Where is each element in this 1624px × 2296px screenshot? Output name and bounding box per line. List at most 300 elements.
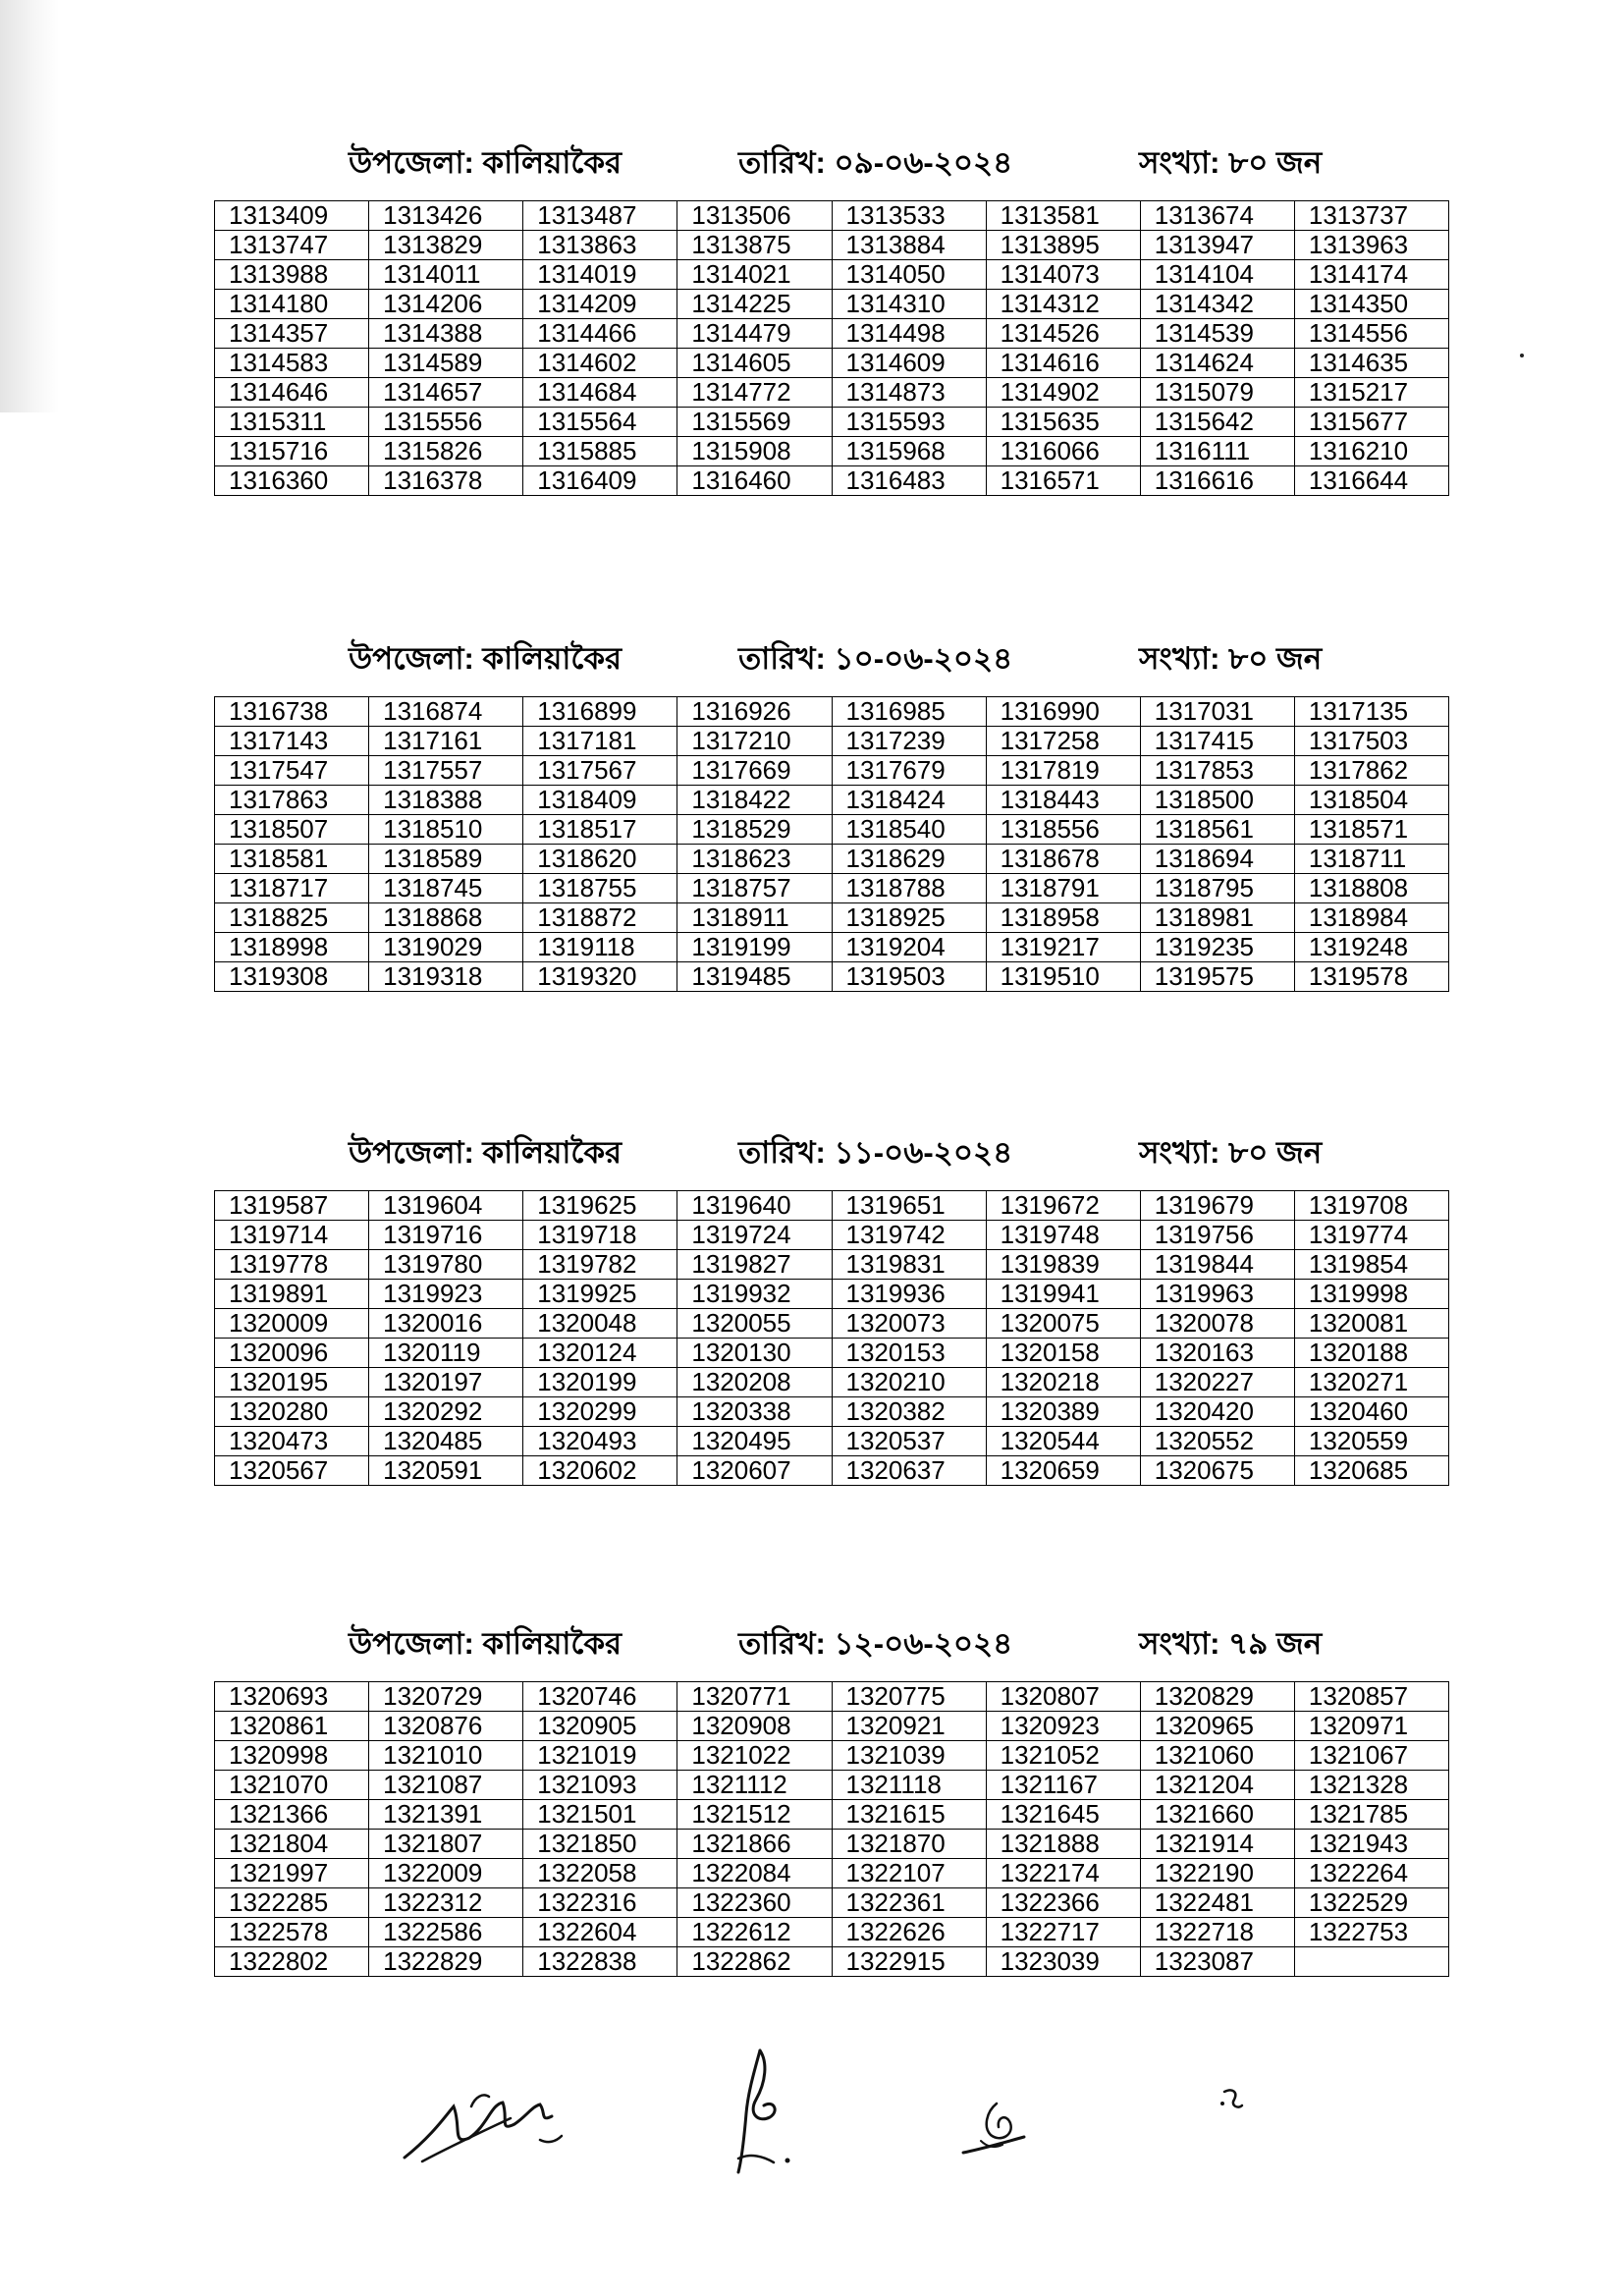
roll-number-cell: 1314602 xyxy=(523,349,677,378)
roll-number-cell: 1322058 xyxy=(523,1859,677,1888)
table-row xyxy=(215,408,1449,437)
date-heading xyxy=(738,1129,1012,1178)
roll-number-cell: 1319936 xyxy=(832,1280,986,1309)
roll-number-cell: 1313963 xyxy=(1294,231,1448,260)
roll-number-cell: 1321167 xyxy=(986,1771,1140,1800)
table-row xyxy=(215,1191,1449,1221)
roll-number-cell: 1320729 xyxy=(369,1682,523,1712)
roll-number-cell: 1316360 xyxy=(215,466,369,496)
roll-number-cell: 1316460 xyxy=(677,466,832,496)
roll-number-cell: 1321052 xyxy=(986,1741,1140,1771)
roll-number-cell: 1320495 xyxy=(677,1427,832,1456)
roll-number-cell: 1319640 xyxy=(677,1191,832,1221)
roll-number-cell: 1323039 xyxy=(986,1947,1140,1977)
date-heading-label: তারিখ: xyxy=(738,1135,826,1170)
roll-number-cell: 1320199 xyxy=(523,1368,677,1397)
roll-number-cell: 1314526 xyxy=(986,319,1140,349)
roll-number-cell: 1315569 xyxy=(677,408,832,437)
roll-number-cell: 1313487 xyxy=(523,201,677,231)
roll-number-cell: 1314206 xyxy=(369,290,523,319)
table-row xyxy=(215,845,1449,874)
roll-number-cell: 1317503 xyxy=(1294,727,1448,756)
table-row xyxy=(215,933,1449,962)
roll-number-cell: 1319932 xyxy=(677,1280,832,1309)
roll-number-cell: 1321328 xyxy=(1294,1771,1448,1800)
roll-number-cell: 1320009 xyxy=(215,1309,369,1339)
roll-number-cell: 1318409 xyxy=(523,786,677,815)
roll-number-cell: 1321645 xyxy=(986,1800,1140,1830)
roll-number-cell: 1313747 xyxy=(215,231,369,260)
roll-number-cell: 1318571 xyxy=(1294,815,1448,845)
roll-number-cell: 1313674 xyxy=(1140,201,1294,231)
roll-number-cell: 1317181 xyxy=(523,727,677,756)
roll-number-cell: 1320775 xyxy=(832,1682,986,1712)
roll-number-cell: 1319831 xyxy=(832,1250,986,1280)
roll-number-cell: 1319716 xyxy=(369,1221,523,1250)
roll-number-cell: 1322264 xyxy=(1294,1859,1448,1888)
table-row xyxy=(215,290,1449,319)
table-row xyxy=(215,231,1449,260)
roll-number-cell: 1321785 xyxy=(1294,1800,1448,1830)
roll-number-cell: 1322802 xyxy=(215,1947,369,1977)
count-heading xyxy=(1139,139,1322,189)
roll-number-cell: 1322586 xyxy=(369,1918,523,1947)
roll-number-cell: 1313988 xyxy=(215,260,369,290)
roll-number-cell: 1319925 xyxy=(523,1280,677,1309)
roll-number-cell: 1320559 xyxy=(1294,1427,1448,1456)
roll-number-cell: 1316066 xyxy=(986,437,1140,466)
roll-number-cell: 1320195 xyxy=(215,1368,369,1397)
roll-number-cell: 1317669 xyxy=(677,756,832,786)
roll-number-cell: 1322190 xyxy=(1140,1859,1294,1888)
roll-number-cell: 1317862 xyxy=(1294,756,1448,786)
roll-number-table xyxy=(214,1681,1449,1977)
table-row xyxy=(215,727,1449,756)
roll-number-cell: 1316483 xyxy=(832,466,986,496)
roll-number-cell: 1314605 xyxy=(677,349,832,378)
roll-number-cell: 1320876 xyxy=(369,1712,523,1741)
roll-number-cell: 1320188 xyxy=(1294,1339,1448,1368)
table-row xyxy=(215,1368,1449,1397)
table-row xyxy=(215,1712,1449,1741)
roll-number-cell: 1318925 xyxy=(832,903,986,933)
upazila-heading xyxy=(349,139,622,189)
roll-number-cell: 1314583 xyxy=(215,349,369,378)
roll-number-cell: 1315593 xyxy=(832,408,986,437)
roll-number-cell: 1318507 xyxy=(215,815,369,845)
roll-number-cell: 1320473 xyxy=(215,1427,369,1456)
signature-3 xyxy=(957,2092,1046,2170)
count-heading-value: ৭৯ জন xyxy=(1228,1626,1323,1661)
roll-number-cell: 1319941 xyxy=(986,1280,1140,1309)
roll-number-cell: 1320158 xyxy=(986,1339,1140,1368)
upazila-heading xyxy=(349,1129,622,1178)
roll-number-cell: 1322829 xyxy=(369,1947,523,1977)
roll-number-cell: 1315885 xyxy=(523,437,677,466)
roll-number-cell: 1317210 xyxy=(677,727,832,756)
roll-number-cell: 1322862 xyxy=(677,1947,832,1977)
roll-number-cell: 1314556 xyxy=(1294,319,1448,349)
roll-number-cell: 1320965 xyxy=(1140,1712,1294,1741)
roll-number-cell: 1318958 xyxy=(986,903,1140,933)
roll-number-cell: 1319587 xyxy=(215,1191,369,1221)
roll-number-cell: 1317239 xyxy=(832,727,986,756)
upazila-heading-value: কালিয়াকৈর xyxy=(482,145,623,180)
roll-number-cell: 1320998 xyxy=(215,1741,369,1771)
roll-number-cell: 1314312 xyxy=(986,290,1140,319)
roll-number-cell: 1321804 xyxy=(215,1830,369,1859)
roll-number-cell: 1314073 xyxy=(986,260,1140,290)
roll-number-cell: 1319672 xyxy=(986,1191,1140,1221)
roll-number-cell: 1318388 xyxy=(369,786,523,815)
roll-number-cell: 1319217 xyxy=(986,933,1140,962)
roll-number-cell: 1319891 xyxy=(215,1280,369,1309)
roll-number-cell: 1320016 xyxy=(369,1309,523,1339)
roll-number-cell: 1321501 xyxy=(523,1800,677,1830)
roll-number-cell: 1322718 xyxy=(1140,1918,1294,1947)
roll-number-cell: 1322009 xyxy=(369,1859,523,1888)
roll-number-cell: 1320081 xyxy=(1294,1309,1448,1339)
upazila-heading-label: উপজেলা: xyxy=(349,1626,474,1661)
table-row xyxy=(215,786,1449,815)
roll-number-cell: 1315635 xyxy=(986,408,1140,437)
roll-number-cell: 1318981 xyxy=(1140,903,1294,933)
roll-number-cell: 1318745 xyxy=(369,874,523,903)
roll-number-cell: 1321087 xyxy=(369,1771,523,1800)
roll-number-cell: 1321067 xyxy=(1294,1741,1448,1771)
roll-number-cell xyxy=(1294,1947,1448,1977)
roll-number-cell: 1316210 xyxy=(1294,437,1448,466)
roll-number-cell: 1321660 xyxy=(1140,1800,1294,1830)
roll-number-cell: 1321112 xyxy=(677,1771,832,1800)
table-row xyxy=(215,1397,1449,1427)
roll-number-cell: 1320078 xyxy=(1140,1309,1294,1339)
roll-number-cell: 1321888 xyxy=(986,1830,1140,1859)
table-row xyxy=(215,903,1449,933)
table-row xyxy=(215,1771,1449,1800)
roll-number-cell: 1319839 xyxy=(986,1250,1140,1280)
table-row xyxy=(215,1280,1449,1309)
date-heading-value: ১০-০৬-২০২৪ xyxy=(834,641,1013,676)
roll-number-cell: 1322753 xyxy=(1294,1918,1448,1947)
roll-number-table xyxy=(214,696,1449,992)
roll-number-cell: 1313581 xyxy=(986,201,1140,231)
roll-number-cell: 1321039 xyxy=(832,1741,986,1771)
upazila-heading-label: উপজেলা: xyxy=(349,1135,474,1170)
roll-number-cell: 1318623 xyxy=(677,845,832,874)
roll-number-cell: 1320857 xyxy=(1294,1682,1448,1712)
signature-4 xyxy=(1213,2082,1252,2121)
roll-number-cell: 1318984 xyxy=(1294,903,1448,933)
roll-number-cell: 1319780 xyxy=(369,1250,523,1280)
roll-number-cell: 1320602 xyxy=(523,1456,677,1486)
roll-number-cell: 1320537 xyxy=(832,1427,986,1456)
roll-number-cell: 1318540 xyxy=(832,815,986,845)
roll-number-cell: 1319575 xyxy=(1140,962,1294,992)
roll-number-cell: 1316990 xyxy=(986,697,1140,727)
roll-number-cell: 1319742 xyxy=(832,1221,986,1250)
roll-number-cell: 1316738 xyxy=(215,697,369,727)
roll-number-cell: 1319625 xyxy=(523,1191,677,1221)
roll-number-cell: 1319748 xyxy=(986,1221,1140,1250)
table-row xyxy=(215,319,1449,349)
roll-number-cell: 1318868 xyxy=(369,903,523,933)
roll-number-cell: 1318795 xyxy=(1140,874,1294,903)
table-row xyxy=(215,1221,1449,1250)
roll-number-cell: 1320075 xyxy=(986,1309,1140,1339)
roll-number-cell: 1314873 xyxy=(832,378,986,408)
roll-number-cell: 1313863 xyxy=(523,231,677,260)
roll-number-cell: 1320218 xyxy=(986,1368,1140,1397)
roll-number-cell: 1320675 xyxy=(1140,1456,1294,1486)
roll-number-cell: 1317143 xyxy=(215,727,369,756)
roll-number-cell: 1320163 xyxy=(1140,1339,1294,1368)
roll-number-cell: 1322915 xyxy=(832,1947,986,1977)
roll-number-cell: 1319827 xyxy=(677,1250,832,1280)
roll-number-cell: 1315908 xyxy=(677,437,832,466)
roll-number-cell: 1321850 xyxy=(523,1830,677,1859)
roll-number-cell: 1321866 xyxy=(677,1830,832,1859)
roll-number-cell: 1318911 xyxy=(677,903,832,933)
count-heading-value: ৮০ জন xyxy=(1228,145,1323,180)
roll-number-cell: 1318755 xyxy=(523,874,677,903)
roll-number-cell: 1320124 xyxy=(523,1339,677,1368)
roll-number-cell: 1319204 xyxy=(832,933,986,962)
roll-number-cell: 1319782 xyxy=(523,1250,677,1280)
roll-number-cell: 1314539 xyxy=(1140,319,1294,349)
roll-number-cell: 1315716 xyxy=(215,437,369,466)
date-heading-value: ১২-০৬-২০২৪ xyxy=(834,1626,1013,1661)
roll-number-cell: 1314388 xyxy=(369,319,523,349)
roll-number-cell: 1317679 xyxy=(832,756,986,786)
roll-number-cell: 1316378 xyxy=(369,466,523,496)
roll-number-cell: 1321943 xyxy=(1294,1830,1448,1859)
roll-number-cell: 1318717 xyxy=(215,874,369,903)
roll-number-cell: 1322481 xyxy=(1140,1888,1294,1918)
roll-number-cell: 1321204 xyxy=(1140,1771,1294,1800)
roll-number-cell: 1317853 xyxy=(1140,756,1294,786)
roll-number-cell: 1320420 xyxy=(1140,1397,1294,1427)
roll-number-cell: 1316644 xyxy=(1294,466,1448,496)
roll-number-cell: 1316111 xyxy=(1140,437,1294,466)
roll-number-cell: 1318443 xyxy=(986,786,1140,815)
roll-number-cell: 1320921 xyxy=(832,1712,986,1741)
roll-number-cell: 1316926 xyxy=(677,697,832,727)
roll-number-cell: 1317161 xyxy=(369,727,523,756)
roll-number-cell: 1314466 xyxy=(523,319,677,349)
roll-number-cell: 1321019 xyxy=(523,1741,677,1771)
roll-number-cell: 1317031 xyxy=(1140,697,1294,727)
roll-number-cell: 1319998 xyxy=(1294,1280,1448,1309)
roll-number-cell: 1321010 xyxy=(369,1741,523,1771)
roll-number-cell: 1316899 xyxy=(523,697,677,727)
roll-number-cell: 1318424 xyxy=(832,786,986,815)
roll-number-cell: 1320460 xyxy=(1294,1397,1448,1427)
roll-number-cell: 1321118 xyxy=(832,1771,986,1800)
roll-number-cell: 1318561 xyxy=(1140,815,1294,845)
table-row xyxy=(215,1339,1449,1368)
roll-number-cell: 1314357 xyxy=(215,319,369,349)
roll-number-cell: 1320685 xyxy=(1294,1456,1448,1486)
roll-number-cell: 1320771 xyxy=(677,1682,832,1712)
table-row xyxy=(215,1947,1449,1977)
roll-number-cell: 1322312 xyxy=(369,1888,523,1918)
table-row xyxy=(215,1456,1449,1486)
table-row xyxy=(215,260,1449,290)
roll-number-cell: 1321997 xyxy=(215,1859,369,1888)
roll-number-cell: 1320607 xyxy=(677,1456,832,1486)
roll-number-cell: 1316874 xyxy=(369,697,523,727)
roll-number-cell: 1319199 xyxy=(677,933,832,962)
roll-number-cell: 1320227 xyxy=(1140,1368,1294,1397)
roll-number-cell: 1319485 xyxy=(677,962,832,992)
upazila-heading-label: উপজেলা: xyxy=(349,145,474,180)
table-row xyxy=(215,1830,1449,1859)
roll-number-cell: 1321060 xyxy=(1140,1741,1294,1771)
table-row xyxy=(215,1800,1449,1830)
roll-number-cell: 1319756 xyxy=(1140,1221,1294,1250)
table-row xyxy=(215,1859,1449,1888)
roll-number-cell: 1322174 xyxy=(986,1859,1140,1888)
roll-number-cell: 1322529 xyxy=(1294,1888,1448,1918)
roll-number-cell: 1317819 xyxy=(986,756,1140,786)
roll-number-cell: 1319318 xyxy=(369,962,523,992)
scan-speck xyxy=(1520,354,1524,357)
roll-number-cell: 1320861 xyxy=(215,1712,369,1741)
roll-number-cell: 1320048 xyxy=(523,1309,677,1339)
roll-number-cell: 1320299 xyxy=(523,1397,677,1427)
roll-number-cell: 1314209 xyxy=(523,290,677,319)
roll-number-cell: 1320153 xyxy=(832,1339,986,1368)
roll-number-cell: 1314684 xyxy=(523,378,677,408)
roll-number-cell: 1316409 xyxy=(523,466,677,496)
roll-number-cell: 1320923 xyxy=(986,1712,1140,1741)
roll-number-cell: 1313533 xyxy=(832,201,986,231)
upazila-heading xyxy=(349,635,622,684)
roll-number-cell: 1318757 xyxy=(677,874,832,903)
table-row xyxy=(215,1250,1449,1280)
count-heading xyxy=(1139,635,1322,684)
roll-number-cell: 1317258 xyxy=(986,727,1140,756)
table-row xyxy=(215,437,1449,466)
roll-number-cell: 1320119 xyxy=(369,1339,523,1368)
roll-number-cell: 1313829 xyxy=(369,231,523,260)
roll-number-cell: 1318998 xyxy=(215,933,369,962)
roll-number-cell: 1322107 xyxy=(832,1859,986,1888)
count-heading-value: ৮০ জন xyxy=(1228,641,1323,676)
roll-number-cell: 1319708 xyxy=(1294,1191,1448,1221)
roll-number-cell: 1320552 xyxy=(1140,1427,1294,1456)
roll-number-cell: 1319118 xyxy=(523,933,677,962)
roll-number-cell: 1320591 xyxy=(369,1456,523,1486)
roll-number-cell: 1313895 xyxy=(986,231,1140,260)
roll-number-cell: 1313947 xyxy=(1140,231,1294,260)
count-heading xyxy=(1139,1129,1322,1178)
roll-number-cell: 1319651 xyxy=(832,1191,986,1221)
roll-number-cell: 1318694 xyxy=(1140,845,1294,874)
roll-number-cell: 1322612 xyxy=(677,1918,832,1947)
roll-number-cell: 1317135 xyxy=(1294,697,1448,727)
roll-number-cell: 1320338 xyxy=(677,1397,832,1427)
roll-number-cell: 1316616 xyxy=(1140,466,1294,496)
date-heading xyxy=(738,635,1012,684)
roll-number-cell: 1314589 xyxy=(369,349,523,378)
table-row xyxy=(215,815,1449,845)
roll-number-cell: 1320807 xyxy=(986,1682,1140,1712)
roll-number-cell: 1316985 xyxy=(832,697,986,727)
roll-number-cell: 1320292 xyxy=(369,1397,523,1427)
roll-number-cell: 1317547 xyxy=(215,756,369,786)
roll-number-cell: 1315556 xyxy=(369,408,523,437)
roll-number-cell: 1320567 xyxy=(215,1456,369,1486)
roll-number-cell: 1320544 xyxy=(986,1427,1140,1456)
count-heading xyxy=(1139,1620,1322,1669)
roll-number-cell: 1319844 xyxy=(1140,1250,1294,1280)
roll-number-cell: 1319248 xyxy=(1294,933,1448,962)
roll-number-cell: 1321093 xyxy=(523,1771,677,1800)
roll-number-cell: 1314902 xyxy=(986,378,1140,408)
roll-number-cell: 1320382 xyxy=(832,1397,986,1427)
roll-number-cell: 1319235 xyxy=(1140,933,1294,962)
table-row xyxy=(215,697,1449,727)
roll-number-cell: 1320280 xyxy=(215,1397,369,1427)
roll-number-cell: 1315642 xyxy=(1140,408,1294,437)
roll-number-cell: 1314180 xyxy=(215,290,369,319)
count-heading-value: ৮০ জন xyxy=(1228,1135,1323,1170)
roll-number-cell: 1318788 xyxy=(832,874,986,903)
roll-number-cell: 1313884 xyxy=(832,231,986,260)
roll-number-cell: 1314350 xyxy=(1294,290,1448,319)
roll-number-cell: 1320905 xyxy=(523,1712,677,1741)
roll-number-cell: 1318678 xyxy=(986,845,1140,874)
roll-number-cell: 1319320 xyxy=(523,962,677,992)
roll-number-cell: 1314479 xyxy=(677,319,832,349)
roll-number-cell: 1322578 xyxy=(215,1918,369,1947)
roll-number-cell: 1318504 xyxy=(1294,786,1448,815)
roll-number-cell: 1314498 xyxy=(832,319,986,349)
roll-number-cell: 1319578 xyxy=(1294,962,1448,992)
roll-number-cell: 1314050 xyxy=(832,260,986,290)
roll-number-cell: 1320493 xyxy=(523,1427,677,1456)
roll-number-cell: 1319963 xyxy=(1140,1280,1294,1309)
upazila-heading-value: কালিয়াকৈর xyxy=(482,641,623,676)
roll-number-cell: 1318620 xyxy=(523,845,677,874)
roll-number-cell: 1318589 xyxy=(369,845,523,874)
roll-number-cell: 1314225 xyxy=(677,290,832,319)
roll-number-cell: 1319604 xyxy=(369,1191,523,1221)
scan-shadow xyxy=(0,0,59,412)
roll-number-cell: 1319714 xyxy=(215,1221,369,1250)
signature-1 xyxy=(393,2067,579,2175)
table-row xyxy=(215,378,1449,408)
table-row xyxy=(215,962,1449,992)
roll-number-cell: 1321022 xyxy=(677,1741,832,1771)
table-row xyxy=(215,466,1449,496)
roll-number-cell: 1320485 xyxy=(369,1427,523,1456)
roll-number-cell: 1321615 xyxy=(832,1800,986,1830)
upazila-heading xyxy=(349,1620,622,1669)
roll-number-cell: 1321807 xyxy=(369,1830,523,1859)
roll-number-cell: 1320693 xyxy=(215,1682,369,1712)
date-heading xyxy=(738,1620,1012,1669)
roll-number-cell: 1314021 xyxy=(677,260,832,290)
roll-number-cell: 1317415 xyxy=(1140,727,1294,756)
upazila-heading-value: কালিয়াকৈর xyxy=(482,1135,623,1170)
table-row xyxy=(215,874,1449,903)
table-row xyxy=(215,1309,1449,1339)
roll-number-cell: 1315677 xyxy=(1294,408,1448,437)
count-heading-label: সংখ্যা: xyxy=(1139,145,1220,180)
